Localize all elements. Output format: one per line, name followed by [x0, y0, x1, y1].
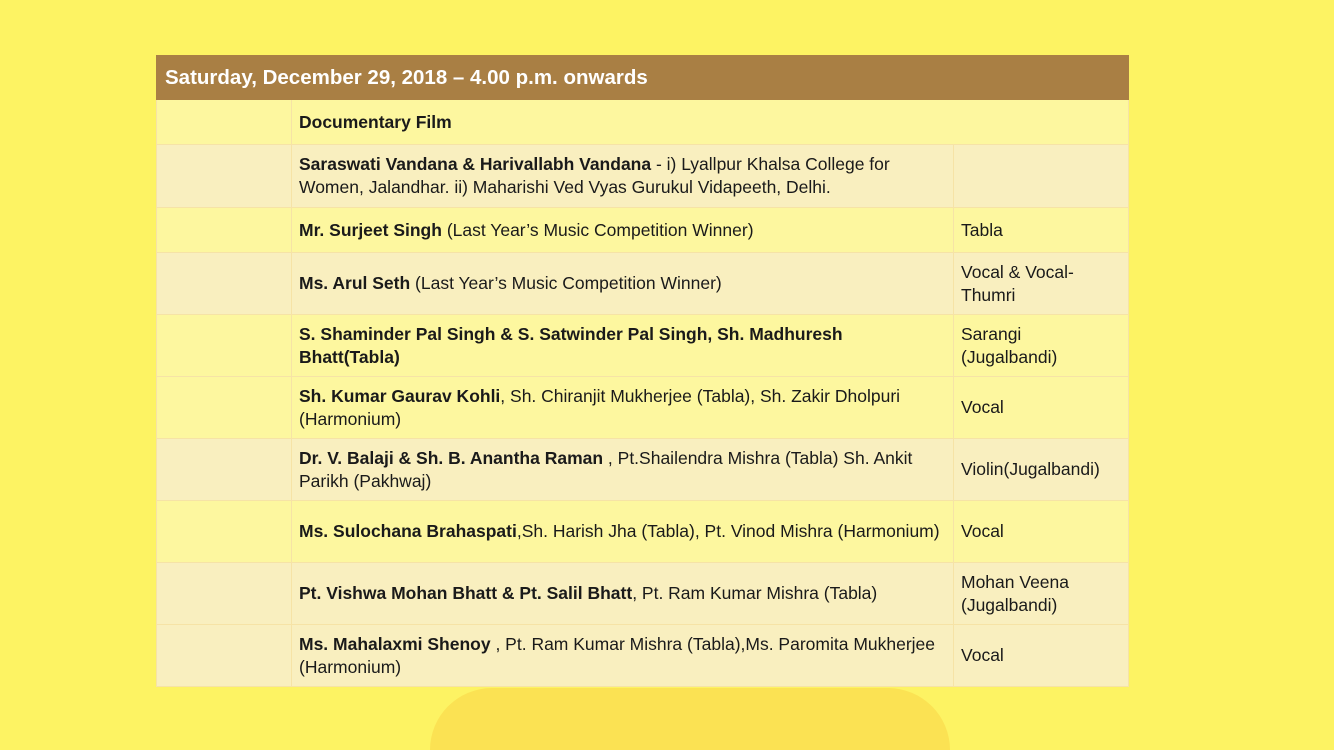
performer-details: - i) Lyallpur Khalsa College for Women, Jalandhar. ii) Maharishi Ved Vyas Gurukul Vidapeeth, Delhi.: [299, 154, 890, 197]
performer-lead: Dr. V. Balaji & Sh. B. Anantha Raman: [299, 447, 604, 468]
time-cell: [157, 315, 292, 377]
performer-cell: [292, 145, 954, 208]
performer-details: (Last Year’s Music Competition Winner): [410, 273, 722, 293]
time-cell: [157, 253, 292, 315]
performer-details: ,Sh. Harish Jha (Tabla), Pt. Vinod Mishra (Harmonium): [516, 521, 940, 541]
table-row: [157, 315, 1129, 377]
time-cell: [157, 501, 292, 563]
time-cell: [157, 439, 292, 501]
performer-cell: [292, 377, 954, 439]
performer-lead: S. Shaminder Pal Singh & S. Satwinder Pal Singh, Sh. Madhuresh Bhatt(Tabla): [299, 323, 843, 367]
instrument-cell: Tabla: [954, 208, 1129, 253]
performer-cell: [292, 625, 954, 687]
performer-lead: Ms. Arul Seth: [299, 273, 411, 293]
performer-lead: Ms. Mahalaxmi Shenoy: [299, 633, 491, 654]
performer-cell: [292, 439, 954, 501]
performer-details: , Pt.Shailendra Mishra (Tabla) Sh. Ankit Parikh (Pakhwaj): [299, 447, 913, 491]
table-row: [157, 625, 1129, 687]
table-row: [157, 253, 1129, 315]
performer-cell: [292, 253, 954, 315]
schedule-table: [156, 55, 1129, 687]
instrument-cell: Vocal: [954, 501, 1129, 563]
time-cell: [157, 100, 292, 145]
performer-lead: Documentary Film: [299, 111, 452, 132]
time-cell: [157, 625, 292, 687]
instrument-cell: Vocal: [954, 625, 1129, 687]
performer-details: (Last Year’s Music Competition Winner): [441, 219, 754, 240]
performer-cell: [292, 501, 954, 563]
backdrop-glow: [430, 688, 950, 750]
table-row: [157, 563, 1129, 625]
instrument-cell: Sarangi (Jugalbandi): [954, 315, 1129, 377]
schedule-date-title: Saturday, December 29, 2018 – 4.00 p.m. onwards: [157, 56, 1129, 100]
instrument-cell: Vocal: [954, 377, 1129, 439]
time-cell: [157, 208, 292, 253]
performer-lead: Ms. Sulochana Brahaspati: [299, 521, 517, 541]
table-row: [157, 100, 1129, 145]
instrument-cell: Violin(Jugalbandi): [954, 439, 1129, 501]
time-cell: [157, 377, 292, 439]
performer-details: , Pt. Ram Kumar Mishra (Tabla),Ms. Paromita Mukherjee (Harmonium): [299, 633, 936, 677]
table-row: [157, 208, 1129, 253]
performer-details: , Pt. Ram Kumar Mishra (Tabla): [632, 583, 878, 603]
performer-cell: [292, 100, 1129, 145]
performer-cell: [292, 315, 954, 377]
table-row: [157, 439, 1129, 501]
instrument-cell: [954, 145, 1129, 208]
instrument-cell: Vocal & Vocal-Thumri: [954, 253, 1129, 315]
table-row: [157, 145, 1129, 208]
table-row: [157, 501, 1129, 563]
performer-lead: Pt. Vishwa Mohan Bhatt & Pt. Salil Bhatt: [299, 583, 633, 603]
performer-lead: Mr. Surjeet Singh: [299, 219, 442, 240]
instrument-cell: Mohan Veena (Jugalbandi): [954, 563, 1129, 625]
performer-cell: [292, 208, 954, 253]
performer-lead: Sh. Kumar Gaurav Kohli: [299, 385, 501, 406]
table-row: [157, 377, 1129, 439]
performer-lead: Saraswati Vandana & Harivallabh Vandana: [299, 154, 652, 174]
schedule-header-row: [157, 56, 1129, 100]
time-cell: [157, 145, 292, 208]
performer-details: , Sh. Chiranjit Mukherjee (Tabla), Sh. Zakir Dholpuri (Harmonium): [299, 385, 901, 429]
time-cell: [157, 563, 292, 625]
performer-cell: [292, 563, 954, 625]
